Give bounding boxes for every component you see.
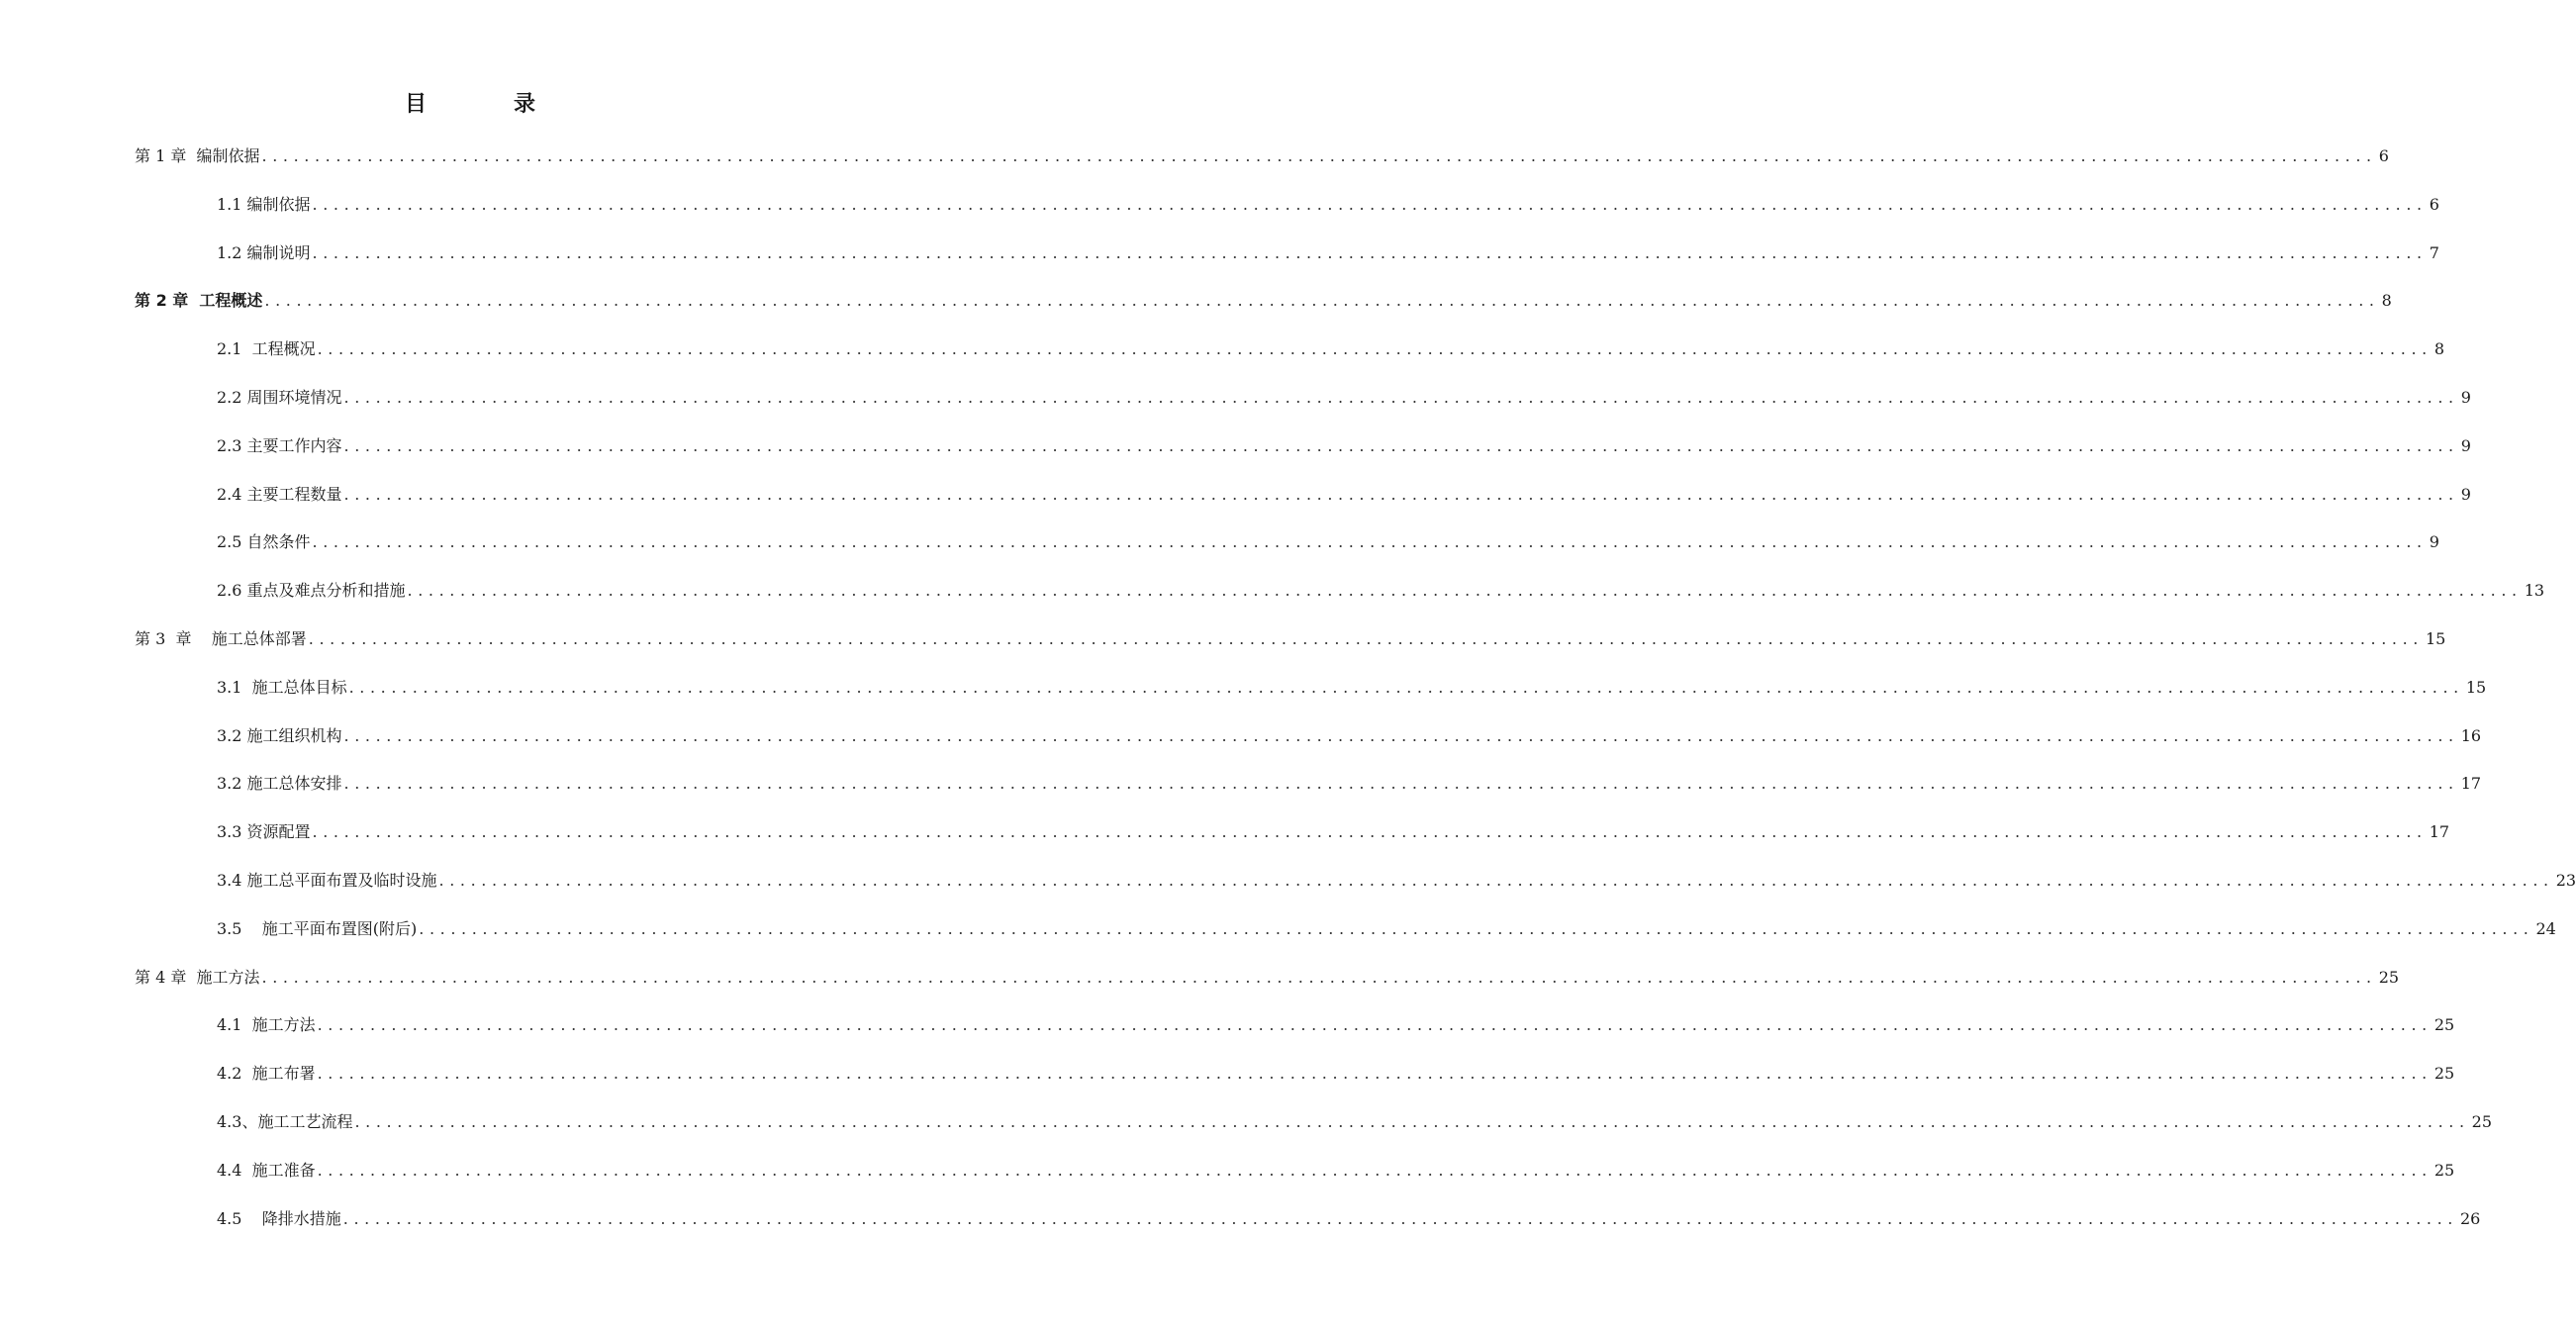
toc-chapter-entry[interactable] [135,271,2392,311]
toc-entry-page-number: 9 [2460,388,2471,407]
toc-section-entry[interactable] [217,513,2439,552]
toc-dot-leader: ........................................................................................................................................................................................................ [342,1208,2458,1228]
toc-entry-label: 3.2 施工总体安排 [217,774,342,794]
toc-section-entry[interactable] [217,754,2482,794]
toc-entry-label: 4.4 施工准备 [217,1160,316,1180]
toc-entry-label: 2.3 主要工作内容 [217,435,342,455]
toc-entry-page-number: 7 [2429,242,2439,262]
toc-entry-page-number: 15 [2425,629,2446,648]
toc-dot-leader: ........................................................................................................................................................................................................ [261,967,2377,987]
toc-dot-leader: ........................................................................................................................................................................................................ [343,435,2459,455]
toc-section-entry[interactable] [217,175,2439,215]
toc-entry-label: 3.4 施工总平面布置及临时设施 [217,871,437,890]
toc-entry-label: 2.5 自然条件 [217,532,311,552]
toc-entry-page-number: 9 [2460,435,2471,455]
toc-dot-leader: ........................................................................................................................................................................................................ [354,1112,2470,1131]
toc-entry-label: 第 4 章 施工方法 [135,967,260,987]
toc-entry-label: 3.3 资源配置 [217,822,311,842]
toc-entry-page-number: 26 [2459,1208,2481,1228]
toc-section-entry[interactable] [217,1189,2481,1229]
toc-entry-label: 第 3 章 施工总体部署 [135,629,307,648]
toc-dot-leader: ........................................................................................................................................................................................................ [264,291,2380,311]
toc-dot-leader: ........................................................................................................................................................................................................ [312,242,2428,262]
toc-entry-page-number: 15 [2465,677,2487,697]
toc-entry-page-number: 9 [2429,532,2439,552]
toc-section-entry[interactable] [217,803,2450,842]
toc-entry-label: 4.3、施工工艺流程 [217,1112,353,1131]
toc-entry-label: 3.2 施工组织机构 [217,725,342,745]
toc-entry-page-number: 25 [2433,1064,2455,1084]
toc-entry-page-number: 25 [2433,1160,2455,1180]
toc-section-entry[interactable] [217,658,2487,698]
toc-title-part1: 目 [404,92,427,117]
toc-entry-label: 4.2 施工布署 [217,1064,316,1084]
toc-section-entry[interactable] [217,561,2545,601]
toc-section-entry[interactable] [217,1141,2455,1181]
toc-dot-leader: ........................................................................................................................................................................................................ [343,725,2459,745]
toc-dot-leader: ........................................................................................................................................................................................................ [438,871,2554,890]
toc-chapter-entry[interactable] [135,127,2389,166]
toc-entry-label: 4.1 施工方法 [217,1015,316,1035]
toc-dot-leader: ........................................................................................................................................................................................................ [317,1160,2433,1180]
toc-section-entry[interactable] [217,320,2444,359]
toc-entry-page-number: 9 [2460,484,2471,504]
toc-section-entry[interactable] [217,996,2455,1035]
toc-entry-page-number: 6 [2378,146,2389,165]
toc-entry-label: 1.1 编制依据 [217,194,311,214]
toc-dot-leader: ........................................................................................................................................................................................................ [312,822,2428,842]
toc-section-entry[interactable] [217,1044,2455,1084]
toc-entry-label: 第 2 章 工程概述 [135,291,263,311]
toc-section-entry[interactable] [217,900,2556,939]
toc-entry-page-number: 23 [2555,871,2576,890]
toc-dot-leader: ........................................................................................................................................................................................................ [312,194,2428,214]
toc-dot-leader: ........................................................................................................................................................................................................ [317,1015,2433,1035]
toc-dot-leader: ........................................................................................................................................................................................................ [407,581,2523,601]
toc-section-entry[interactable] [217,417,2471,456]
toc-title [0,87,940,118]
toc-entry-page-number: 13 [2524,581,2545,601]
toc-entry-label: 2.4 主要工程数量 [217,484,342,504]
toc-dot-leader: ........................................................................................................................................................................................................ [317,339,2433,359]
toc-entry-page-number: 17 [2460,774,2482,794]
toc-entry-page-number: 25 [2433,1015,2455,1035]
toc-entry-page-number: 16 [2460,725,2482,745]
toc-entry-page-number: 8 [2381,291,2392,311]
toc-dot-leader: ........................................................................................................................................................................................................ [343,774,2459,794]
toc-entry-label: 2.1 工程概况 [217,339,316,359]
toc-entry-page-number: 8 [2433,339,2444,359]
toc-dot-leader: ........................................................................................................................................................................................................ [312,532,2428,552]
toc-dot-leader: ........................................................................................................................................................................................................ [343,484,2459,504]
toc-entry-page-number: 6 [2429,194,2439,214]
toc-entry-page-number: 17 [2429,822,2450,842]
table-of-contents [0,127,2576,1245]
toc-dot-leader: ........................................................................................................................................................................................................ [419,918,2534,938]
toc-chapter-entry[interactable] [135,610,2446,649]
toc-entry-page-number: 25 [2471,1112,2492,1131]
toc-section-entry[interactable] [217,368,2471,408]
toc-title-part2: 录 [514,92,536,117]
toc-dot-leader: ........................................................................................................................................................................................................ [343,388,2459,407]
toc-section-entry[interactable] [217,1092,2492,1132]
toc-dot-leader: ........................................................................................................................................................................................................ [308,629,2424,648]
toc-section-entry[interactable] [217,465,2471,505]
toc-entry-label: 第 1 章 编制依据 [135,146,260,165]
toc-dot-leader: ........................................................................................................................................................................................................ [317,1064,2433,1084]
toc-entry-label: 2.2 周围环境情况 [217,388,342,407]
toc-dot-leader: ........................................................................................................................................................................................................ [348,677,2464,697]
toc-section-entry[interactable] [217,707,2482,746]
toc-entry-page-number: 24 [2535,918,2556,938]
toc-entry-label: 4.5 降排水措施 [217,1208,341,1228]
toc-entry-page-number: 25 [2378,967,2400,987]
toc-section-entry[interactable] [217,224,2439,263]
toc-dot-leader: ........................................................................................................................................................................................................ [261,146,2377,165]
toc-entry-label: 3.5 施工平面布置图(附后) [217,918,418,938]
toc-entry-label: 2.6 重点及难点分析和措施 [217,581,406,601]
toc-entry-label: 3.1 施工总体目标 [217,677,347,697]
toc-section-entry[interactable] [217,851,2576,891]
toc-chapter-entry[interactable] [135,948,2400,988]
toc-entry-label: 1.2 编制说明 [217,242,311,262]
